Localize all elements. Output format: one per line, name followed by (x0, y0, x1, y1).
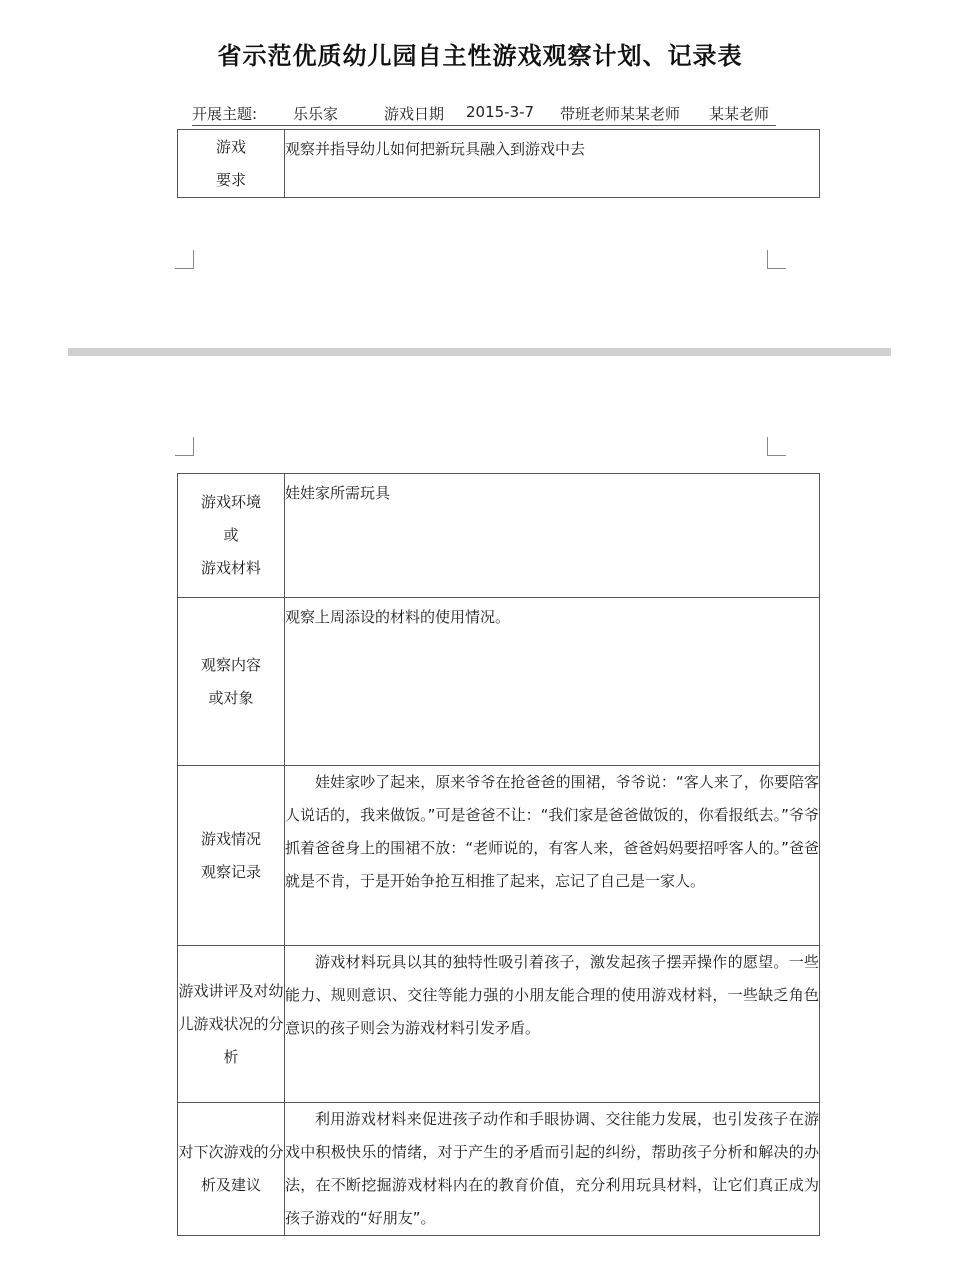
requirement-row (178, 130, 820, 198)
observation-table (177, 473, 820, 1236)
evaluation-content: 游戏材料玩具以其的独特性吸引着孩子，激发起孩子摆弄操作的愿望。一些能力、规则意识、交往等能力强的小朋友能合理的使用游戏材料，一些缺乏角色意识的孩子则会为游戏材料引发矛盾。 (285, 946, 820, 1103)
environment-row (178, 474, 820, 598)
page-corner-mark (767, 250, 786, 269)
page-corner-mark (175, 250, 194, 269)
page-separator (68, 348, 891, 356)
requirement-table (177, 129, 820, 198)
date-value: 2015-3-7 (466, 103, 535, 121)
theme-label: 开展主题: (192, 105, 258, 123)
evaluation-row (178, 946, 820, 1103)
observation-target-content: 观察上周添设的材料的使用情况。 (285, 598, 820, 766)
theme-value: 乐乐家 (293, 105, 339, 123)
page-corner-mark (767, 437, 786, 456)
environment-content: 娃娃家所需玩具 (285, 474, 820, 598)
document-title: 省示范优质幼儿园自主性游戏观察计划、记录表 (217, 42, 743, 70)
page-corner-mark (175, 437, 194, 456)
environment-label: 游戏环境 或 游戏材料 (178, 474, 285, 598)
evaluation-label: 游戏讲评及对幼儿游戏状况的分析 (178, 946, 285, 1103)
observation-target-row (178, 598, 820, 766)
record-label: 游戏情况 观察记录 (178, 766, 285, 946)
observation-target-label: 观察内容 或对象 (178, 598, 285, 766)
info-line (192, 103, 776, 126)
suggestion-content: 利用游戏材料来促进孩子动作和手眼协调、交往能力发展，也引发孩子在游戏中积极快乐的情绪，对于产生的矛盾而引起的纠纷，帮助孩子分析和解决的办法，在不断挖掘游戏材料内在的教育价值，充分利用玩具材料，让它们真正成为孩子游戏的“好朋友”。 (285, 1103, 820, 1236)
suggestion-row (178, 1103, 820, 1236)
teacher-value: 某某老师 (709, 105, 770, 123)
suggestion-label: 对下次游戏的分析及建议 (178, 1103, 285, 1236)
date-label: 游戏日期 (384, 105, 445, 123)
requirement-content: 观察并指导幼儿如何把新玩具融入到游戏中去 (285, 130, 820, 198)
teacher-label: 带班老师某某老师 (560, 105, 681, 123)
requirement-label: 游戏 要求 (178, 130, 285, 198)
record-row (178, 766, 820, 946)
record-content: 娃娃家吵了起来，原来爷爷在抢爸爸的围裙，爷爷说：“客人来了，你要陪客人说话的，我来做饭。”可是爸爸不让：“我们家是爸爸做饭的，你看报纸去。”爷爷抓着爸爸身上的围裙不放：“老师说的，有客人来，爸爸妈妈要招呼客人的。”爸爸就是不肯，于是开始争抢互相推了起来，忘记了自己是一家人。 (285, 766, 820, 946)
